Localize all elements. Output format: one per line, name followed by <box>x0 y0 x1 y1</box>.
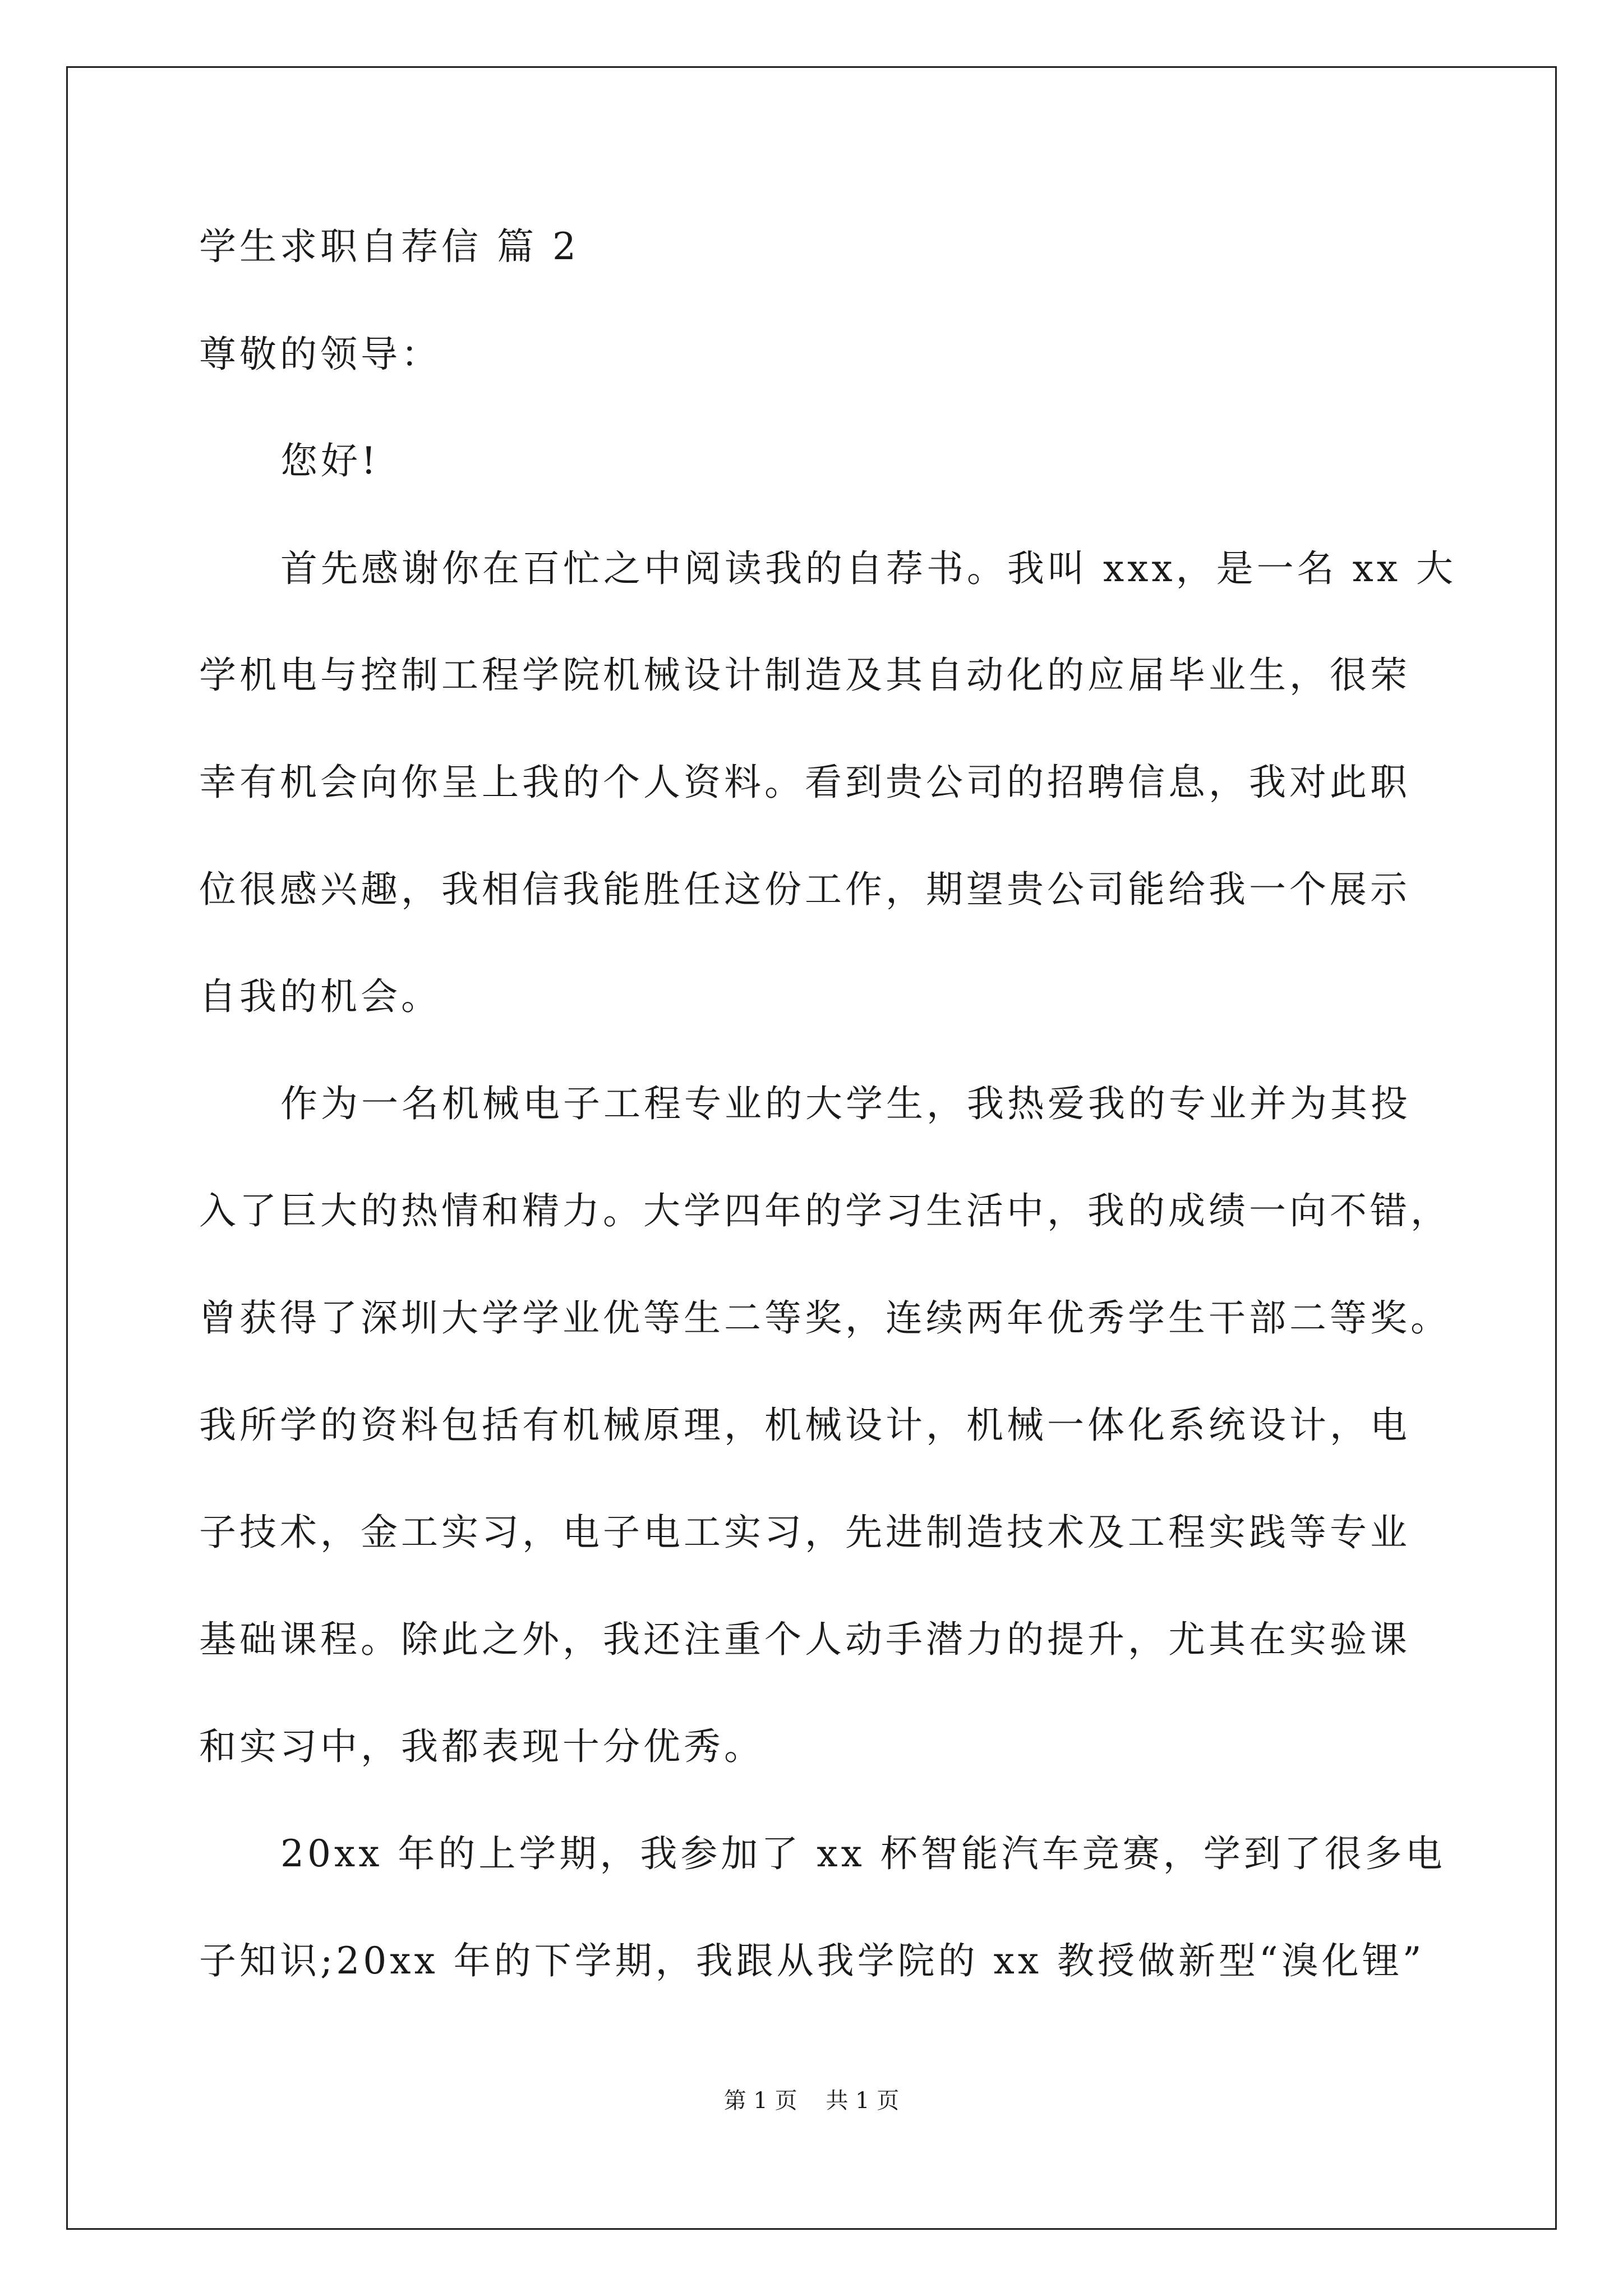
document-title: 学生求职自荐信 篇 2 <box>199 225 579 268</box>
paragraph-line: 曾获得了深圳大学学业优等生二等奖，连续两年优秀学生干部二等奖。 <box>199 1296 1451 1340</box>
paragraph-line: 20xx 年的上学期，我参加了 xx 杯智能汽车竞赛，学到了很多电 <box>280 1832 1446 1875</box>
greeting: 您好! <box>280 439 380 482</box>
paragraph-line: 自我的机会。 <box>199 975 441 1018</box>
paragraph-line: 作为一名机械电子工程专业的大学生，我热爱我的专业并为其投 <box>280 1082 1411 1125</box>
paragraph-line: 位很感兴趣，我相信我能胜任这份工作，期望贵公司能给我一个展示 <box>199 868 1410 911</box>
page-border <box>66 66 1557 2230</box>
paragraph-line: 子技术，金工实习，电子电工实习，先进制造技术及工程实践等专业 <box>199 1511 1410 1554</box>
paragraph-line: 我所学的资料包括有机械原理，机械设计，机械一体化系统设计，电 <box>199 1404 1410 1447</box>
paragraph-line: 入了巨大的热情和精力。大学四年的学习生活中，我的成绩一向不错， <box>199 1189 1451 1232</box>
paragraph-line: 幸有机会向你呈上我的个人资料。看到贵公司的招聘信息，我对此职 <box>199 761 1410 804</box>
paragraph-line: 和实习中，我都表现十分优秀。 <box>199 1725 764 1768</box>
paragraph-line: 基础课程。除此之外，我还注重个人动手潜力的提升，尤其在实验课 <box>199 1618 1410 1661</box>
paragraph-line: 子知识;20xx 年的下学期，我跟从我学院的 xx 教授做新型“溴化锂” <box>199 1939 1425 1982</box>
paragraph-line: 首先感谢你在百忙之中阅读我的自荐书。我叫 xxx，是一名 xx 大 <box>280 547 1457 590</box>
page-footer: 第 1 页 共 1 页 <box>723 2088 900 2114</box>
salutation: 尊敬的领导： <box>199 333 441 376</box>
paragraph-line: 学机电与控制工程学院机械设计制造及其自动化的应届毕业生，很荣 <box>199 654 1410 697</box>
